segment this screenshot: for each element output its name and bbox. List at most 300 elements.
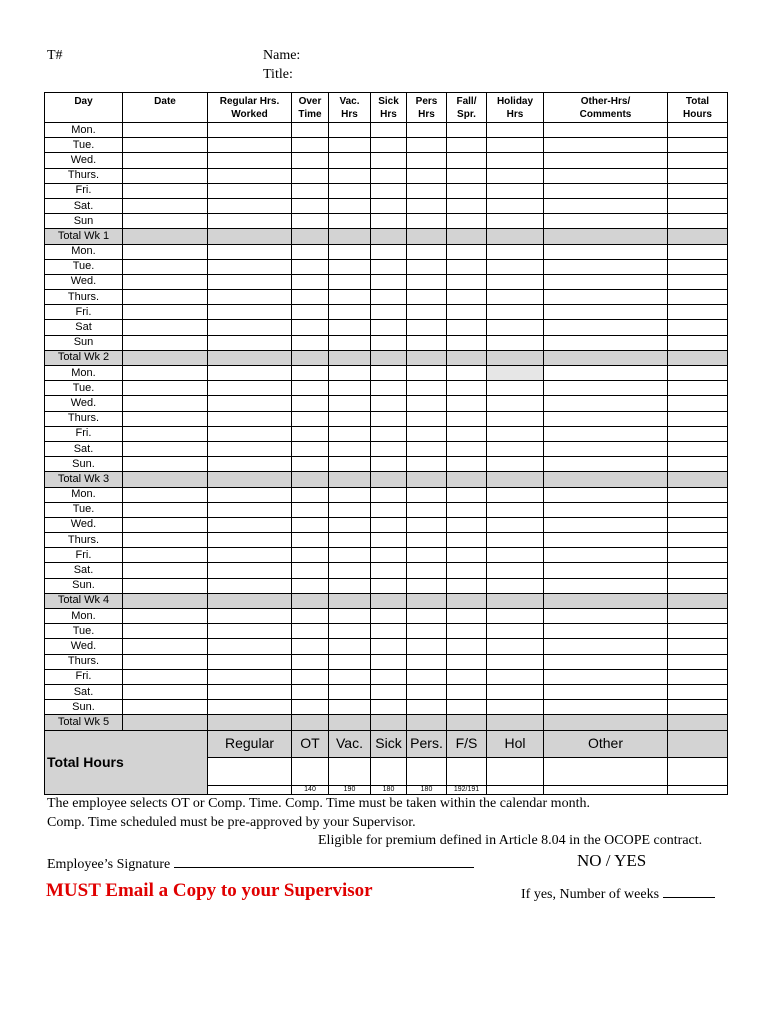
total-cell[interactable]: [407, 472, 447, 487]
hours-cell[interactable]: [487, 138, 544, 153]
hours-cell[interactable]: [407, 123, 447, 138]
total-cell[interactable]: [329, 593, 371, 608]
summary-input[interactable]: [407, 757, 447, 785]
hours-cell[interactable]: [544, 563, 668, 578]
hours-cell[interactable]: [407, 168, 447, 183]
hours-cell[interactable]: [292, 609, 329, 624]
hours-cell[interactable]: [292, 198, 329, 213]
total-cell[interactable]: [208, 472, 292, 487]
hours-cell[interactable]: [487, 274, 544, 289]
summary-input[interactable]: [668, 757, 728, 785]
hours-cell[interactable]: [123, 153, 208, 168]
total-cell[interactable]: [544, 350, 668, 365]
hours-cell[interactable]: [329, 669, 371, 684]
hours-cell[interactable]: [292, 381, 329, 396]
hours-cell[interactable]: [544, 138, 668, 153]
hours-cell[interactable]: [371, 533, 407, 548]
hours-cell[interactable]: [487, 684, 544, 699]
hours-cell[interactable]: [544, 700, 668, 715]
hours-cell[interactable]: [487, 669, 544, 684]
hours-cell[interactable]: [329, 183, 371, 198]
hours-cell[interactable]: [371, 502, 407, 517]
total-cell[interactable]: [292, 715, 329, 730]
hours-cell[interactable]: [407, 548, 447, 563]
hours-cell[interactable]: [371, 305, 407, 320]
hours-cell[interactable]: [329, 138, 371, 153]
total-cell[interactable]: [407, 593, 447, 608]
hours-cell[interactable]: [329, 274, 371, 289]
hours-cell[interactable]: [371, 517, 407, 532]
hours-cell[interactable]: [208, 669, 292, 684]
hours-cell[interactable]: [329, 381, 371, 396]
hours-cell[interactable]: [487, 305, 544, 320]
hours-cell[interactable]: [329, 214, 371, 229]
total-cell[interactable]: [371, 472, 407, 487]
hours-cell[interactable]: [208, 609, 292, 624]
hours-cell[interactable]: [371, 198, 407, 213]
hours-cell[interactable]: [668, 168, 728, 183]
hours-cell[interactable]: [544, 624, 668, 639]
hours-cell[interactable]: [407, 533, 447, 548]
hours-cell[interactable]: [329, 533, 371, 548]
hours-cell[interactable]: [544, 320, 668, 335]
hours-cell[interactable]: [487, 198, 544, 213]
hours-cell[interactable]: [544, 441, 668, 456]
hours-cell[interactable]: [544, 305, 668, 320]
hours-cell[interactable]: [447, 274, 487, 289]
total-cell[interactable]: [292, 229, 329, 244]
hours-cell[interactable]: [447, 214, 487, 229]
hours-cell[interactable]: [447, 502, 487, 517]
hours-cell[interactable]: [371, 487, 407, 502]
hours-cell[interactable]: [292, 457, 329, 472]
hours-cell[interactable]: [123, 457, 208, 472]
hours-cell[interactable]: [208, 123, 292, 138]
hours-cell[interactable]: [668, 335, 728, 350]
hours-cell[interactable]: [329, 684, 371, 699]
hours-cell[interactable]: [447, 441, 487, 456]
hours-cell[interactable]: [208, 654, 292, 669]
hours-cell[interactable]: [292, 548, 329, 563]
hours-cell[interactable]: [487, 168, 544, 183]
total-cell[interactable]: [447, 229, 487, 244]
hours-cell[interactable]: [447, 700, 487, 715]
hours-cell[interactable]: [447, 487, 487, 502]
hours-cell[interactable]: [407, 183, 447, 198]
hours-cell[interactable]: [668, 700, 728, 715]
total-cell[interactable]: [668, 350, 728, 365]
hours-cell[interactable]: [123, 487, 208, 502]
hours-cell[interactable]: [329, 654, 371, 669]
hours-cell[interactable]: [447, 609, 487, 624]
hours-cell[interactable]: [208, 396, 292, 411]
hours-cell[interactable]: [208, 259, 292, 274]
hours-cell[interactable]: [371, 684, 407, 699]
hours-cell[interactable]: [371, 366, 407, 381]
hours-cell[interactable]: [208, 578, 292, 593]
hours-cell[interactable]: [329, 578, 371, 593]
hours-cell[interactable]: [371, 244, 407, 259]
hours-cell[interactable]: [208, 168, 292, 183]
hours-cell[interactable]: [371, 168, 407, 183]
hours-cell[interactable]: [329, 123, 371, 138]
hours-cell[interactable]: [487, 411, 544, 426]
hours-cell[interactable]: [292, 335, 329, 350]
total-cell[interactable]: [292, 350, 329, 365]
hours-cell[interactable]: [292, 259, 329, 274]
hours-cell[interactable]: [123, 517, 208, 532]
hours-cell[interactable]: [487, 366, 544, 381]
hours-cell[interactable]: [371, 411, 407, 426]
hours-cell[interactable]: [371, 153, 407, 168]
hours-cell[interactable]: [123, 244, 208, 259]
hours-cell[interactable]: [407, 259, 447, 274]
hours-cell[interactable]: [123, 684, 208, 699]
hours-cell[interactable]: [544, 578, 668, 593]
hours-cell[interactable]: [329, 244, 371, 259]
hours-cell[interactable]: [292, 700, 329, 715]
hours-cell[interactable]: [407, 198, 447, 213]
hours-cell[interactable]: [123, 381, 208, 396]
hours-cell[interactable]: [208, 335, 292, 350]
hours-cell[interactable]: [292, 669, 329, 684]
hours-cell[interactable]: [123, 578, 208, 593]
hours-cell[interactable]: [123, 563, 208, 578]
hours-cell[interactable]: [292, 214, 329, 229]
hours-cell[interactable]: [292, 183, 329, 198]
total-cell[interactable]: [544, 593, 668, 608]
total-cell[interactable]: [123, 472, 208, 487]
hours-cell[interactable]: [668, 411, 728, 426]
hours-cell[interactable]: [487, 441, 544, 456]
hours-cell[interactable]: [668, 669, 728, 684]
hours-cell[interactable]: [371, 426, 407, 441]
hours-cell[interactable]: [407, 138, 447, 153]
hours-cell[interactable]: [668, 290, 728, 305]
hours-cell[interactable]: [407, 517, 447, 532]
hours-cell[interactable]: [329, 396, 371, 411]
hours-cell[interactable]: [407, 244, 447, 259]
hours-cell[interactable]: [668, 320, 728, 335]
total-cell[interactable]: [208, 350, 292, 365]
hours-cell[interactable]: [447, 183, 487, 198]
hours-cell[interactable]: [292, 274, 329, 289]
hours-cell[interactable]: [668, 517, 728, 532]
hours-cell[interactable]: [407, 639, 447, 654]
hours-cell[interactable]: [407, 563, 447, 578]
hours-cell[interactable]: [371, 457, 407, 472]
total-cell[interactable]: [487, 593, 544, 608]
hours-cell[interactable]: [292, 639, 329, 654]
hours-cell[interactable]: [447, 259, 487, 274]
hours-cell[interactable]: [208, 563, 292, 578]
hours-cell[interactable]: [292, 578, 329, 593]
hours-cell[interactable]: [668, 654, 728, 669]
hours-cell[interactable]: [292, 244, 329, 259]
hours-cell[interactable]: [292, 138, 329, 153]
hours-cell[interactable]: [292, 305, 329, 320]
hours-cell[interactable]: [208, 183, 292, 198]
total-cell[interactable]: [487, 472, 544, 487]
total-cell[interactable]: [447, 593, 487, 608]
hours-cell[interactable]: [544, 502, 668, 517]
hours-cell[interactable]: [371, 381, 407, 396]
total-cell[interactable]: [668, 229, 728, 244]
hours-cell[interactable]: [447, 411, 487, 426]
hours-cell[interactable]: [668, 244, 728, 259]
hours-cell[interactable]: [208, 624, 292, 639]
hours-cell[interactable]: [668, 183, 728, 198]
hours-cell[interactable]: [292, 684, 329, 699]
hours-cell[interactable]: [123, 624, 208, 639]
hours-cell[interactable]: [208, 214, 292, 229]
hours-cell[interactable]: [447, 123, 487, 138]
hours-cell[interactable]: [329, 426, 371, 441]
hours-cell[interactable]: [123, 198, 208, 213]
hours-cell[interactable]: [544, 259, 668, 274]
hours-cell[interactable]: [371, 214, 407, 229]
hours-cell[interactable]: [668, 274, 728, 289]
hours-cell[interactable]: [329, 305, 371, 320]
hours-cell[interactable]: [407, 381, 447, 396]
hours-cell[interactable]: [668, 578, 728, 593]
hours-cell[interactable]: [123, 533, 208, 548]
hours-cell[interactable]: [329, 153, 371, 168]
weeks-field[interactable]: [663, 885, 715, 898]
hours-cell[interactable]: [487, 123, 544, 138]
hours-cell[interactable]: [329, 457, 371, 472]
hours-cell[interactable]: [407, 335, 447, 350]
total-cell[interactable]: [123, 593, 208, 608]
hours-cell[interactable]: [329, 411, 371, 426]
total-cell[interactable]: [329, 715, 371, 730]
total-cell[interactable]: [208, 229, 292, 244]
total-cell[interactable]: [544, 715, 668, 730]
total-cell[interactable]: [407, 350, 447, 365]
hours-cell[interactable]: [544, 396, 668, 411]
total-cell[interactable]: [123, 350, 208, 365]
hours-cell[interactable]: [329, 320, 371, 335]
hours-cell[interactable]: [371, 335, 407, 350]
hours-cell[interactable]: [447, 198, 487, 213]
hours-cell[interactable]: [292, 123, 329, 138]
hours-cell[interactable]: [487, 335, 544, 350]
hours-cell[interactable]: [407, 502, 447, 517]
hours-cell[interactable]: [447, 684, 487, 699]
summary-input[interactable]: [329, 757, 371, 785]
hours-cell[interactable]: [208, 244, 292, 259]
hours-cell[interactable]: [407, 624, 447, 639]
signature-field[interactable]: [174, 855, 474, 868]
hours-cell[interactable]: [208, 441, 292, 456]
hours-cell[interactable]: [668, 457, 728, 472]
total-cell[interactable]: [292, 593, 329, 608]
hours-cell[interactable]: [407, 366, 447, 381]
hours-cell[interactable]: [668, 138, 728, 153]
hours-cell[interactable]: [668, 123, 728, 138]
total-cell[interactable]: [371, 229, 407, 244]
hours-cell[interactable]: [292, 487, 329, 502]
hours-cell[interactable]: [123, 441, 208, 456]
hours-cell[interactable]: [208, 274, 292, 289]
hours-cell[interactable]: [487, 259, 544, 274]
hours-cell[interactable]: [292, 366, 329, 381]
hours-cell[interactable]: [487, 639, 544, 654]
hours-cell[interactable]: [668, 259, 728, 274]
hours-cell[interactable]: [447, 305, 487, 320]
hours-cell[interactable]: [544, 274, 668, 289]
hours-cell[interactable]: [407, 654, 447, 669]
hours-cell[interactable]: [447, 533, 487, 548]
total-cell[interactable]: [371, 715, 407, 730]
hours-cell[interactable]: [447, 168, 487, 183]
total-cell[interactable]: [208, 593, 292, 608]
hours-cell[interactable]: [371, 259, 407, 274]
hours-cell[interactable]: [123, 609, 208, 624]
hours-cell[interactable]: [407, 426, 447, 441]
hours-cell[interactable]: [668, 426, 728, 441]
hours-cell[interactable]: [668, 624, 728, 639]
hours-cell[interactable]: [668, 441, 728, 456]
hours-cell[interactable]: [371, 563, 407, 578]
total-cell[interactable]: [487, 715, 544, 730]
hours-cell[interactable]: [123, 214, 208, 229]
hours-cell[interactable]: [292, 563, 329, 578]
hours-cell[interactable]: [123, 274, 208, 289]
hours-cell[interactable]: [208, 487, 292, 502]
hours-cell[interactable]: [447, 335, 487, 350]
hours-cell[interactable]: [447, 457, 487, 472]
hours-cell[interactable]: [544, 609, 668, 624]
hours-cell[interactable]: [371, 624, 407, 639]
hours-cell[interactable]: [407, 441, 447, 456]
hours-cell[interactable]: [329, 700, 371, 715]
summary-input[interactable]: [544, 757, 668, 785]
hours-cell[interactable]: [447, 548, 487, 563]
hours-cell[interactable]: [544, 335, 668, 350]
hours-cell[interactable]: [208, 305, 292, 320]
hours-cell[interactable]: [544, 684, 668, 699]
hours-cell[interactable]: [487, 153, 544, 168]
hours-cell[interactable]: [292, 153, 329, 168]
hours-cell[interactable]: [544, 654, 668, 669]
total-cell[interactable]: [123, 715, 208, 730]
hours-cell[interactable]: [668, 487, 728, 502]
no-yes-choice[interactable]: NO / YES: [577, 851, 647, 870]
hours-cell[interactable]: [292, 624, 329, 639]
hours-cell[interactable]: [208, 138, 292, 153]
hours-cell[interactable]: [487, 624, 544, 639]
hours-cell[interactable]: [487, 290, 544, 305]
weeks-line[interactable]: [521, 885, 715, 903]
total-cell[interactable]: [447, 472, 487, 487]
hours-cell[interactable]: [407, 305, 447, 320]
hours-cell[interactable]: [544, 487, 668, 502]
hours-cell[interactable]: [544, 669, 668, 684]
hours-cell[interactable]: [123, 123, 208, 138]
hours-cell[interactable]: [668, 396, 728, 411]
hours-cell[interactable]: [544, 123, 668, 138]
hours-cell[interactable]: [371, 700, 407, 715]
hours-cell[interactable]: [329, 517, 371, 532]
hours-cell[interactable]: [407, 214, 447, 229]
hours-cell[interactable]: [447, 624, 487, 639]
hours-cell[interactable]: [544, 639, 668, 654]
hours-cell[interactable]: [292, 441, 329, 456]
hours-cell[interactable]: [208, 533, 292, 548]
hours-cell[interactable]: [292, 290, 329, 305]
hours-cell[interactable]: [447, 366, 487, 381]
hours-cell[interactable]: [487, 381, 544, 396]
hours-cell[interactable]: [371, 441, 407, 456]
hours-cell[interactable]: [447, 426, 487, 441]
hours-cell[interactable]: [447, 290, 487, 305]
hours-cell[interactable]: [123, 654, 208, 669]
hours-cell[interactable]: [447, 138, 487, 153]
hours-cell[interactable]: [371, 609, 407, 624]
hours-cell[interactable]: [208, 684, 292, 699]
hours-cell[interactable]: [371, 138, 407, 153]
hours-cell[interactable]: [208, 502, 292, 517]
hours-cell[interactable]: [329, 609, 371, 624]
hours-cell[interactable]: [668, 502, 728, 517]
hours-cell[interactable]: [208, 426, 292, 441]
hours-cell[interactable]: [544, 411, 668, 426]
total-cell[interactable]: [668, 593, 728, 608]
hours-cell[interactable]: [329, 290, 371, 305]
hours-cell[interactable]: [123, 366, 208, 381]
hours-cell[interactable]: [447, 654, 487, 669]
hours-cell[interactable]: [292, 396, 329, 411]
hours-cell[interactable]: [292, 426, 329, 441]
hours-cell[interactable]: [544, 244, 668, 259]
hours-cell[interactable]: [292, 411, 329, 426]
hours-cell[interactable]: [123, 700, 208, 715]
hours-cell[interactable]: [487, 654, 544, 669]
hours-cell[interactable]: [487, 502, 544, 517]
hours-cell[interactable]: [447, 396, 487, 411]
hours-cell[interactable]: [329, 366, 371, 381]
hours-cell[interactable]: [407, 700, 447, 715]
hours-cell[interactable]: [123, 320, 208, 335]
hours-cell[interactable]: [447, 578, 487, 593]
hours-cell[interactable]: [329, 441, 371, 456]
total-cell[interactable]: [329, 472, 371, 487]
hours-cell[interactable]: [487, 457, 544, 472]
hours-cell[interactable]: [668, 639, 728, 654]
signature-line[interactable]: [47, 855, 474, 873]
summary-input[interactable]: [487, 757, 544, 785]
hours-cell[interactable]: [208, 290, 292, 305]
hours-cell[interactable]: [668, 609, 728, 624]
hours-cell[interactable]: [544, 517, 668, 532]
hours-cell[interactable]: [329, 259, 371, 274]
hours-cell[interactable]: [668, 548, 728, 563]
hours-cell[interactable]: [371, 320, 407, 335]
hours-cell[interactable]: [544, 381, 668, 396]
hours-cell[interactable]: [208, 411, 292, 426]
hours-cell[interactable]: [371, 396, 407, 411]
hours-cell[interactable]: [487, 320, 544, 335]
hours-cell[interactable]: [329, 639, 371, 654]
hours-cell[interactable]: [487, 578, 544, 593]
hours-cell[interactable]: [487, 533, 544, 548]
summary-input[interactable]: [292, 757, 329, 785]
hours-cell[interactable]: [123, 305, 208, 320]
hours-cell[interactable]: [208, 153, 292, 168]
hours-cell[interactable]: [487, 396, 544, 411]
hours-cell[interactable]: [292, 502, 329, 517]
